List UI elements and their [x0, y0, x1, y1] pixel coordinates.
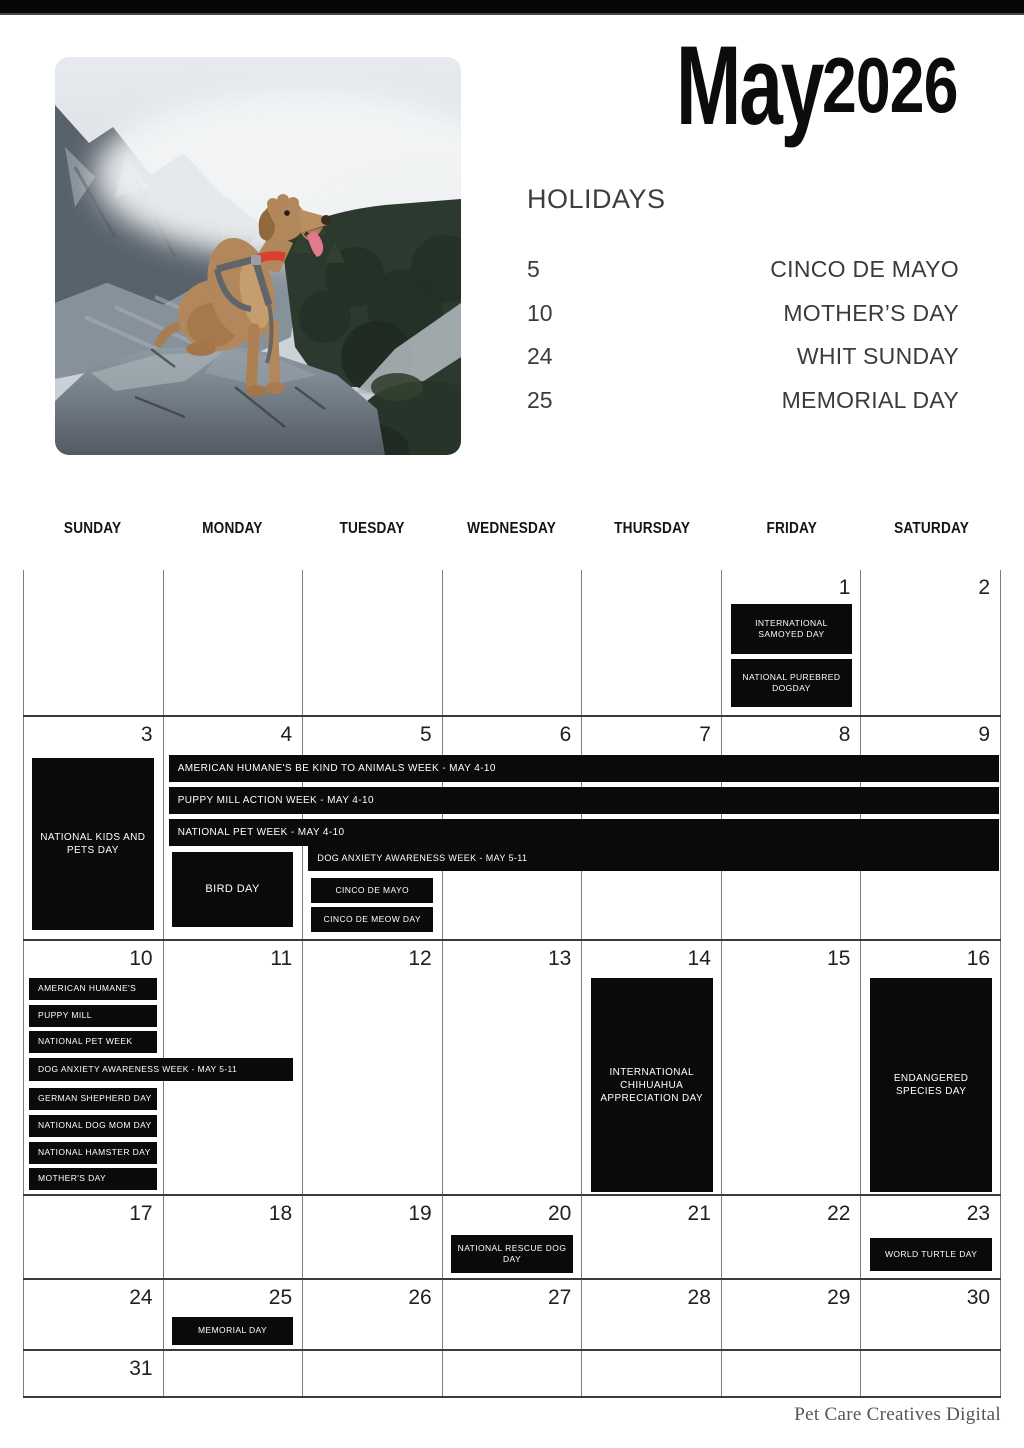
calendar-cell: [302, 1280, 442, 1349]
weekday-label: SUNDAY: [64, 520, 122, 537]
calendar-event: INTERNATIONAL SAMOYED DAY: [731, 604, 853, 654]
calendar-event: DOG ANXIETY AWARENESS WEEK - MAY 5-11: [308, 846, 999, 871]
holiday-name: MOTHER’S DAY: [783, 299, 959, 326]
day-number: 25: [268, 1286, 293, 1309]
holiday-row: [527, 248, 959, 292]
day-number: 20: [547, 1202, 572, 1225]
brand-credit: Pet Care Creatives Digital: [794, 1404, 1001, 1425]
calendar-cell: [442, 1351, 582, 1396]
day-number: 13: [547, 947, 572, 970]
holiday-list: [527, 248, 959, 422]
holiday-row: [527, 335, 959, 379]
day-number: 18: [268, 1202, 293, 1225]
calendar-cell: [581, 1196, 721, 1278]
calendar-event: CINCO DE MAYO: [311, 878, 433, 903]
calendar-event: MOTHER'S DAY: [29, 1168, 157, 1190]
calendar-cell: [581, 570, 721, 715]
day-number: 10: [129, 947, 153, 970]
calendar-event: WORLD TURTLE DAY: [870, 1238, 992, 1271]
day-number: 6: [559, 723, 572, 746]
calendar-grid: [23, 570, 1001, 1398]
holidays-heading: HOLIDAYS: [527, 184, 666, 214]
calendar-event: NATIONAL PET WEEK - MAY 4-10: [169, 819, 999, 846]
calendar-cell: [721, 941, 861, 1194]
day-number: 4: [280, 723, 293, 746]
holiday-row: [527, 292, 959, 336]
calendar-event: DOG ANXIETY AWARENESS WEEK - MAY 5-11: [29, 1058, 293, 1081]
calendar-week-row: [23, 1351, 1001, 1398]
calendar-event: NATIONAL DOG MOM DAY: [29, 1115, 157, 1137]
calendar-event: AMERICAN HUMANE'S BE KIND TO ANIMALS WEEK - MAY 4-10: [169, 755, 999, 782]
day-number: 8: [838, 723, 851, 746]
calendar-cell: [721, 1280, 861, 1349]
calendar-event: NATIONAL KIDS AND PETS DAY: [32, 758, 154, 930]
calendar-cell: [860, 1351, 1001, 1396]
calendar-cell: [860, 1280, 1001, 1349]
calendar-cell: [302, 570, 442, 715]
month-title: May: [676, 23, 823, 148]
holiday-name: WHIT SUNDAY: [796, 343, 959, 370]
calendar-cell: [721, 1351, 861, 1396]
day-number: 23: [966, 1202, 991, 1225]
day-number: 21: [687, 1202, 711, 1225]
calendar-cell: [302, 941, 442, 1194]
calendar-week-row: [23, 570, 1001, 717]
calendar-cell: [23, 570, 163, 715]
day-number: 24: [129, 1286, 153, 1309]
day-number: 1: [838, 576, 851, 599]
top-black-bar: [0, 0, 1024, 15]
day-number: 22: [827, 1202, 851, 1225]
day-number: 26: [408, 1286, 432, 1309]
day-number: 27: [547, 1286, 572, 1309]
calendar-cell: [442, 1280, 582, 1349]
day-number: 29: [827, 1286, 851, 1309]
holiday-date: 24: [527, 343, 553, 370]
calendar-event: ENDANGERED SPECIES DAY: [870, 978, 992, 1192]
holiday-name: CINCO DE MAYO: [770, 256, 959, 283]
calendar-cell: [23, 1351, 163, 1396]
weekday-label: MONDAY: [202, 520, 263, 537]
calendar-event: PUPPY MILL ACTION WEEK - MAY 4-10: [169, 787, 999, 814]
calendar-event: NATIONAL RESCUE DOG DAY: [451, 1235, 573, 1273]
day-number: 12: [408, 947, 432, 970]
day-number: 28: [687, 1286, 711, 1309]
calendar-event: MEMORIAL DAY: [172, 1317, 294, 1345]
holiday-name: MEMORIAL DAY: [781, 386, 959, 413]
weekday-label: TUESDAY: [339, 520, 405, 537]
day-number: 17: [129, 1202, 153, 1225]
calendar-cell: [23, 1280, 163, 1349]
day-number: 16: [966, 947, 991, 970]
calendar-cell: [23, 1196, 163, 1278]
calendar-cell: [163, 1196, 303, 1278]
holiday-row: [527, 379, 959, 423]
calendar-cell: [163, 1351, 303, 1396]
day-number: 14: [687, 947, 711, 970]
calendar-cell: [581, 1351, 721, 1396]
calendar-event: NATIONAL HAMSTER DAY: [29, 1142, 157, 1164]
calendar-cell: [302, 1196, 442, 1278]
calendar-event: PUPPY MILL: [29, 1005, 157, 1027]
calendar-cell: [442, 570, 582, 715]
day-number: 2: [978, 576, 991, 599]
calendar-event: NATIONAL PUREBRED DOGDAY: [731, 659, 853, 707]
holiday-date: 25: [527, 386, 553, 413]
day-number: 11: [270, 947, 293, 970]
day-number: 7: [699, 723, 711, 746]
day-number: 31: [129, 1357, 153, 1380]
day-number: 9: [978, 723, 991, 746]
dog-photo-illustration: [55, 57, 461, 455]
calendar-event: INTERNATIONAL CHIHUAHUA APPRECIATION DAY: [591, 978, 713, 1192]
calendar-cell: [860, 570, 1001, 715]
dog-photo: [55, 57, 461, 455]
weekday-header: [23, 520, 1001, 538]
day-number: 5: [420, 723, 432, 746]
holidays-panel: [527, 184, 959, 422]
day-number: 30: [966, 1286, 991, 1309]
weekday-label: WEDNESDAY: [467, 520, 557, 537]
day-number: 3: [140, 723, 153, 746]
weekday-label: THURSDAY: [613, 520, 690, 537]
calendar-event: AMERICAN HUMANE'S: [29, 978, 157, 1000]
calendar-cell: [721, 1196, 861, 1278]
weekday-label: SATURDAY: [893, 520, 969, 537]
calendar-event: GERMAN SHEPHERD DAY: [29, 1088, 157, 1110]
day-number: 15: [827, 947, 851, 970]
calendar-cell: [302, 1351, 442, 1396]
calendar-cell: [163, 570, 303, 715]
calendar-cell: [581, 1280, 721, 1349]
calendar-event: BIRD DAY: [172, 852, 294, 927]
day-number: 19: [408, 1202, 432, 1225]
calendar-event: CINCO DE MEOW DAY: [311, 907, 433, 932]
holiday-date: 5: [527, 256, 540, 283]
calendar-week-row: [23, 1280, 1001, 1351]
year-title: 2026: [822, 41, 958, 129]
weekday-label: FRIDAY: [766, 520, 817, 537]
holiday-date: 10: [527, 299, 553, 326]
calendar-cell: [442, 941, 582, 1194]
calendar-event: NATIONAL PET WEEK: [29, 1031, 157, 1053]
